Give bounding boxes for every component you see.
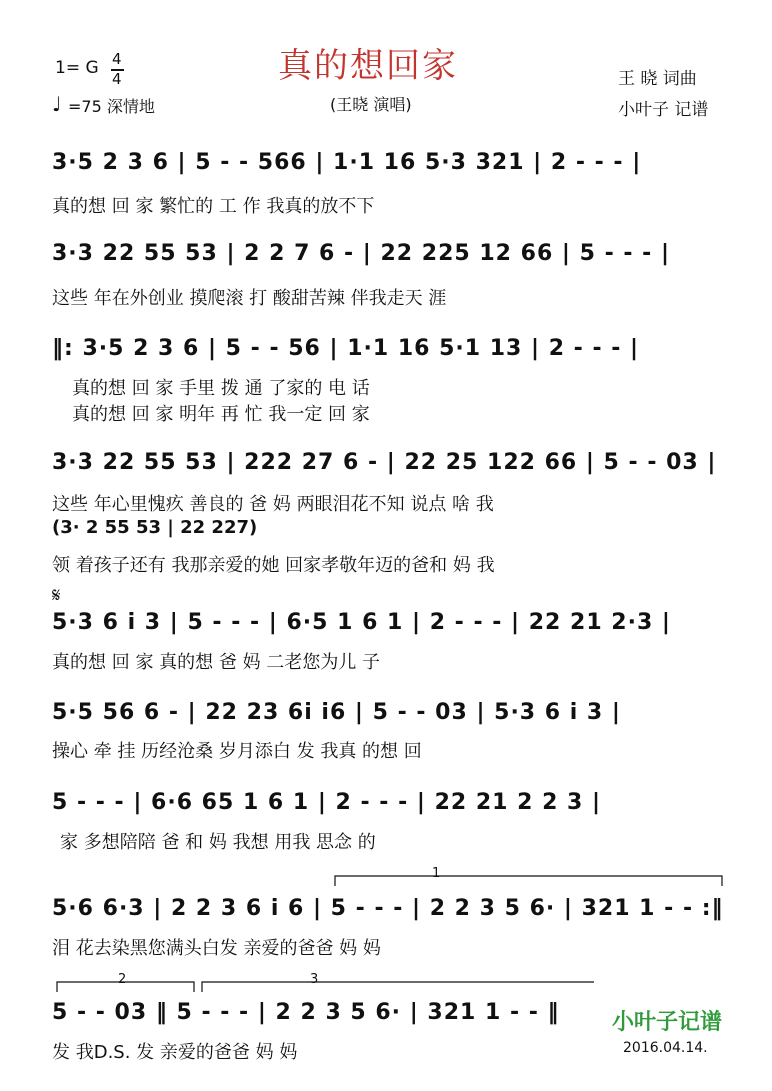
lyrics-row-4: 这些 年心里愧疚 善良的 爸 妈 两眼泪花不知 说点 啥 我 xyxy=(52,494,494,515)
singer-credit: (王晓 演唱) xyxy=(330,95,412,114)
transcriber-credit: 小叶子 记谱 xyxy=(618,100,709,120)
lyrics-row-3-verse-1: 真的想 回 家 手里 拨 通 了家的 电 话 xyxy=(72,378,370,399)
lyrics-row-6: 操心 牵 挂 历经沧桑 岁月添白 发 我真 的想 回 xyxy=(52,741,422,762)
composer-credit: 王 晓 词曲 xyxy=(618,69,697,89)
time-signature-top: 4 xyxy=(112,50,122,68)
volta-1-label: 1 xyxy=(432,866,441,881)
segno-icon: 𝄋 xyxy=(52,583,61,607)
lyrics-row-9: 发 我D.S. 发 亲爱的爸爸 妈 妈 xyxy=(52,1042,298,1063)
notation-row-7: 5 - - - | 6·6 65 1 6 1 | 2 - - - | 22 21 2 2 3 | xyxy=(52,790,602,815)
quarter-note-icon: ♩ xyxy=(52,92,62,116)
lyrics-row-3-verse-2: 真的想 回 家 明年 再 忙 我一定 回 家 xyxy=(72,404,370,425)
lyrics-row-2: 这些 年在外创业 摸爬滚 打 酸甜苦辣 伴我走天 涯 xyxy=(52,288,447,309)
notation-row-6: 5·5 56 6 - | 22 23 6i i6 | 5 - - 03 | 5·3 6 i 3 | xyxy=(52,700,621,725)
song-title: 真的想回家 xyxy=(278,46,458,86)
time-signature-bottom: 4 xyxy=(112,70,122,88)
volta-1-bracket xyxy=(335,876,722,886)
tempo-marking: =75 深情地 xyxy=(68,97,155,116)
volta-3-label: 3 xyxy=(310,972,319,987)
notation-row-2: 3·3 22 55 53 | 2 2 7 6 - | 22 225 12 66 | 5 - - - | xyxy=(52,241,670,266)
lyrics-row-8: 泪 花去染黑您满头白发 亲爱的爸爸 妈 妈 xyxy=(52,938,381,959)
lyrics-row-1: 真的想 回 家 繁忙的 工 作 我真的放不下 xyxy=(52,196,375,217)
transcriber-watermark: 小叶子记谱 xyxy=(612,1010,723,1035)
notation-row-9: 5 - - 03 ‖ 5 - - - | 2 2 3 5 6· | 321 1 - - ‖ xyxy=(52,1000,560,1025)
lyrics-row-7: 家 多想陪陪 爸 和 妈 我想 用我 思念 的 xyxy=(60,832,376,853)
lyrics-row-4-verse-2: 领 着孩子还有 我那亲爱的她 回家孝敬年迈的爸和 妈 我 xyxy=(52,555,495,576)
lyrics-row-5: 真的想 回 家 真的想 爸 妈 二老您为儿 子 xyxy=(52,652,381,673)
notation-row-1: 3·5 2 3 6 | 5 - - 566 | 1·1 16 5·3 321 | 2 - - - | xyxy=(52,150,642,175)
interlude-notation: (3· 2 55 53 | 22 227) xyxy=(52,517,258,538)
notation-row-5: 5·3 6 i 3 | 5 - - - | 6·5 1 6 1 | 2 - - - | 22 21 2·3 | xyxy=(52,610,671,635)
notation-row-3: ‖: 3·5 2 3 6 | 5 - - 56 | 1·1 16 5·1 13 | 2 - - - | xyxy=(52,336,640,361)
volta-2-bracket xyxy=(57,982,194,992)
key-signature: 1= G xyxy=(55,58,99,78)
volta-2-label: 2 xyxy=(118,972,127,987)
volta-3-bracket xyxy=(202,982,594,992)
notation-row-4: 3·3 22 55 53 | 222 27 6 - | 22 25 122 66 | 5 - - 03 | xyxy=(52,450,717,475)
transcription-date: 2016.04.14. xyxy=(623,1040,708,1056)
notation-row-8: 5·6 6·3 | 2 2 3 6 i 6 | 5 - - - | 2 2 3 5 6· | 321 1 - - :‖ xyxy=(52,896,724,921)
